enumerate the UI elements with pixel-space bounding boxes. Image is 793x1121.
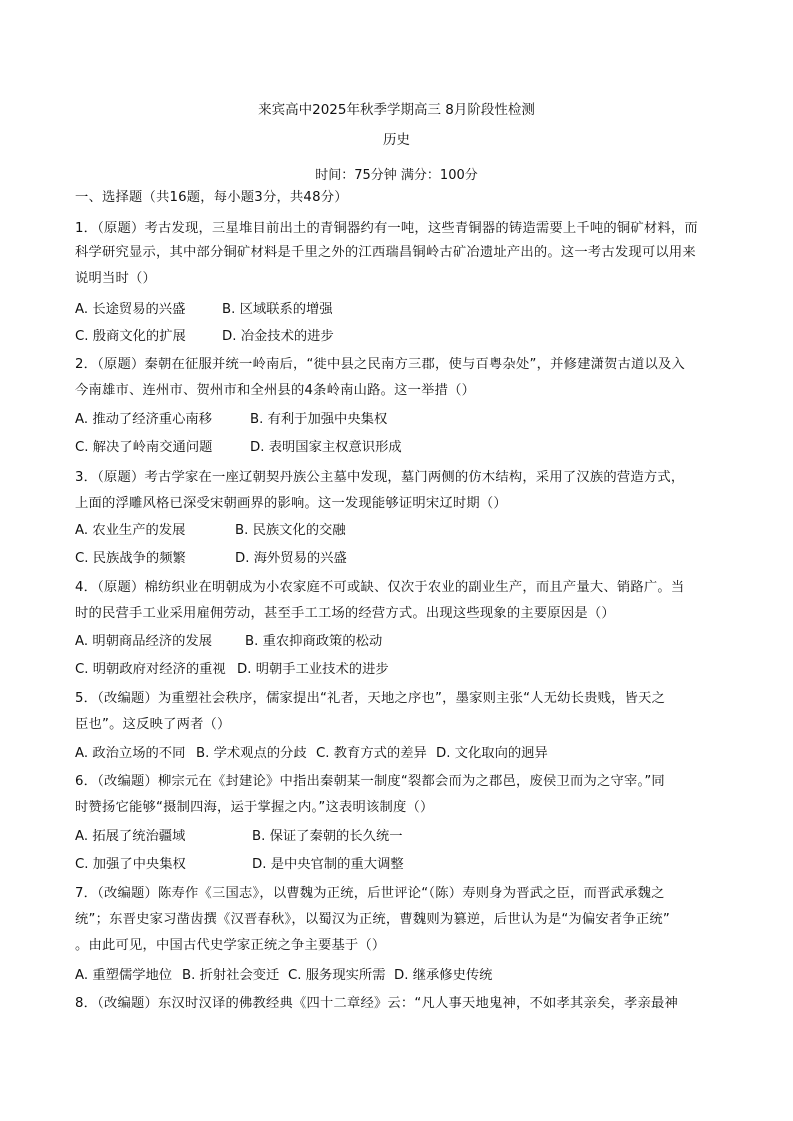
question-4-option-c[interactable]: C. 明朝政府对经济的重视 [75, 662, 226, 677]
question-1-option-c[interactable]: C. 殷商文化的扩展 [75, 329, 186, 344]
question-5-line-1: 5．（改编题）为重塑社会秩序，儒家提出“礼者，天地之序也”，墨家则主张“人无幼长贵贱，皆天之 [75, 691, 666, 706]
question-7-option-c[interactable]: C. 服务现实所需 [288, 968, 386, 983]
question-2-option-b[interactable]: B. 有利于加强中央集权 [250, 412, 388, 427]
question-6-line-2: 时赞扬它能够“摄制四海，运于掌握之内。”这表明该制度（） [75, 800, 434, 815]
question-2-line-1: 2．（原题）秦朝在征服并统一岭南后，“徙中县之民南方三郡，使与百粤杂处”，并修建潇贺古道以及入 [75, 357, 686, 372]
question-7-option-b[interactable]: B. 折射社会变迁 [182, 968, 280, 983]
question-4-option-d[interactable]: D. 明朝手工业技术的进步 [237, 662, 389, 677]
question-6-option-b[interactable]: B. 保证了秦朝的长久统一 [252, 829, 403, 844]
question-1-line-2: 科学研究显示，其中部分铜矿材料是千里之外的江西瑞昌铜岭古矿冶遗址产出的。这一考古发现可以用来 [75, 245, 696, 260]
question-7-option-d[interactable]: D. 继承修史传统 [394, 968, 493, 983]
question-6-line-1: 6．（改编题）柳宗元在《封建论》中指出秦朝某一制度“裂都会而为之郡邑，废侯卫而为之守宰。”同 [75, 774, 665, 789]
question-7-option-a[interactable]: A. 重塑儒学地位 [75, 968, 173, 983]
question-3-option-d[interactable]: D. 海外贸易的兴盛 [235, 551, 347, 566]
question-4-line-1: 4．（原题）棉纺织业在明朝成为小农家庭不可或缺、仅次于农业的副业生产，而且产量大、销路广。当 [75, 580, 685, 595]
question-6-option-c[interactable]: C. 加强了中央集权 [75, 857, 186, 872]
question-1-option-a[interactable]: A. 长途贸易的兴盛 [75, 302, 186, 317]
question-5-option-b[interactable]: B. 学术观点的分歧 [196, 746, 307, 761]
subject-title: 历史 [383, 132, 410, 148]
section-heading: 一、选择题（共16题，每小题3分，共48分） [75, 190, 348, 205]
question-3-option-c[interactable]: C. 民族战争的频繁 [75, 551, 186, 566]
question-2-option-d[interactable]: D. 表明国家主权意识形成 [250, 440, 402, 455]
question-1-line-3: 说明当时（） [75, 271, 156, 286]
question-4-option-b[interactable]: B. 重农抑商政策的松动 [245, 634, 383, 649]
question-1-option-d[interactable]: D. 冶金技术的进步 [222, 329, 334, 344]
question-7-line-3: 。由此可见，中国古代史学家正统之争主要基于（） [75, 938, 386, 953]
question-6-option-d[interactable]: D. 是中央官制的重大调整 [252, 857, 404, 872]
exam-meta: 时间：75分钟 满分：100分 [315, 168, 478, 183]
question-4-line-2: 时的民营手工业采用雇佣劳动，甚至手工工场的经营方式。出现这些现象的主要原因是（） [75, 606, 615, 621]
question-5-option-d[interactable]: D. 文化取向的迥异 [436, 746, 548, 761]
question-2-option-c[interactable]: C. 解决了岭南交通问题 [75, 440, 213, 455]
question-8-line-1: 8．（改编题）东汉时汉译的佛教经典《四十二章经》云：“凡人事天地鬼神，不如孝其亲矣，孝亲最神 [75, 996, 678, 1011]
question-5-option-c[interactable]: C. 教育方式的差异 [316, 746, 427, 761]
question-3-option-b[interactable]: B. 民族文化的交融 [235, 523, 346, 538]
question-6-option-a[interactable]: A. 拓展了统治疆域 [75, 829, 186, 844]
question-5-line-2: 臣也”。这反映了两者（） [75, 717, 231, 732]
question-1-option-b[interactable]: B. 区域联系的增强 [222, 302, 333, 317]
question-2-option-a[interactable]: A. 推动了经济重心南移 [75, 412, 212, 427]
question-3-option-a[interactable]: A. 农业生产的发展 [75, 523, 186, 538]
question-5-option-a[interactable]: A. 政治立场的不同 [75, 746, 186, 761]
question-1-line-1: 1．（原题）考古发现，三星堆目前出土的青铜器约有一吨，这些青铜器的铸造需要上千吨的铜矿材料，而 [75, 221, 698, 236]
exam-title: 来宾高中2025年秋季学期高三 8月阶段性检测 [258, 102, 535, 118]
question-2-line-2: 今南雄市、连州市、贺州市和全州县的4条岭南山路。这一举措（） [75, 383, 476, 398]
question-7-line-1: 7．（改编题）陈寿作《三国志》，以曹魏为正统，后世评论“（陈）寿则身为晋武之臣，而晋武承魏之 [75, 886, 665, 901]
question-3-line-2: 上面的浮雕风格已深受宋朝画界的影响。这一发现能够证明宋辽时期（） [75, 496, 507, 511]
question-7-line-2: 统”；东晋史家习凿齿撰《汉晋春秋》，以蜀汉为正统，曹魏则为篡逆，后世认为是“为偏安者争正统” [75, 912, 670, 927]
question-4-option-a[interactable]: A. 明朝商品经济的发展 [75, 634, 212, 649]
question-3-line-1: 3．（原题）考古学家在一座辽朝契丹族公主墓中发现，墓门两侧的仿木结构，采用了汉族的营造方式， [75, 470, 685, 485]
